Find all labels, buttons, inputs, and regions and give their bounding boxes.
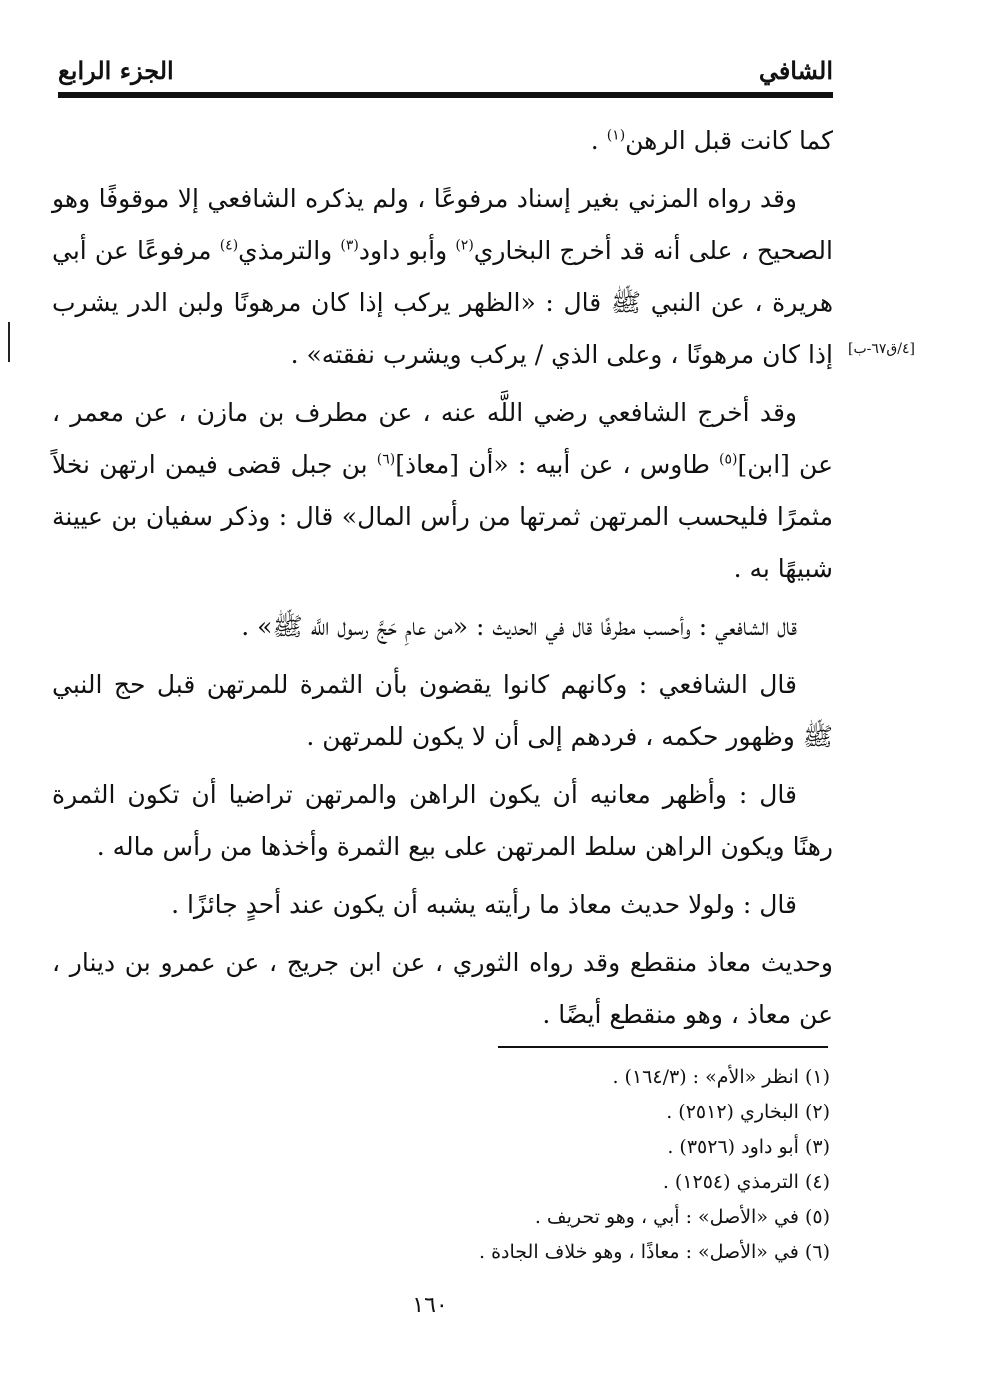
paragraph-2-text-a: وقد رواه المزني بغير إسناد مرفوعًا ، ولم يذكره الشافعي إلا موقوفًا وهو الصحيح ، على أنه قد أخرج البخاري [52, 184, 833, 265]
paragraph-4: قال الشافعي : وأحسب مطرفًا قال في الحديث : «من عامِ حَجَّ رسول اللَّه ﷺ» . [241, 612, 797, 641]
footnote-ref-4[interactable]: (٤) [219, 237, 239, 254]
paragraph-8: وحديث معاذ منقطع وقد رواه الثوري ، عن ابن جريج ، عن عمرو بن دينار ، عن معاذ ، وهو منقطع أيضًا . [52, 948, 833, 1029]
header-rule [58, 92, 833, 98]
paragraph-1 [52, 115, 833, 167]
paragraph-2 [52, 173, 833, 381]
footnote-6: (٦) في «الأصل» : معاذًا ، وهو خلاف الجادة . [479, 1241, 830, 1263]
paragraph-3-text-b: طاوس ، عن أبيه : «أن [معاذ] [395, 450, 719, 479]
manuscript-folio-marker: [٤/ق٦٧-ب] [848, 341, 916, 357]
footnotes [300, 1060, 830, 1270]
paragraph-3-text-a: وقد أخرج الشافعي رضي اللَّه عنه ، عن مطرف بن مازن ، عن معمر ، عن [ابن] [52, 398, 834, 479]
footnote-ref-2[interactable]: (٢) [455, 237, 474, 254]
footnote-separator [498, 1046, 828, 1048]
volume-title: الجزء الرابع [58, 56, 174, 85]
footnote-5: (٥) في «الأصل» : أبي ، وهو تحريف . [534, 1206, 830, 1228]
paragraph-2-text-c: والترمذي [238, 236, 341, 265]
paragraph-1-end: . [590, 126, 607, 155]
paragraph-5: قال الشافعي : وكانهم كانوا يقضون بأن الثمرة للمرتهن قبل حج النبي ﷺ وظهور حكمه ، فردهم إلى أن لا يكون للمرتهن . [52, 670, 833, 751]
paragraph-3 [52, 387, 833, 595]
footnote-1: (١) انظر «الأم» : (١٦٤/٣) . [612, 1066, 830, 1088]
footnote-2: (٢) البخاري (٢٥١٢) . [666, 1101, 830, 1123]
footnote-ref-3[interactable]: (٣) [340, 237, 359, 254]
running-header [58, 52, 833, 90]
page-number: ١٦٠ [412, 1293, 448, 1318]
paragraph-1-text: كما كانت قبل الرهن [625, 126, 833, 155]
paragraph-2-text-d: مرفوعًا عن أبي هريرة ، عن النبي ﷺ قال : «الظهر يركب إذا كان مرهونًا ولبن الدر يشرب إذا كان مرهونًا ، وعلى الذي / يركب ويشرب نفقته» . [52, 236, 833, 369]
footnote-3: (٣) أبو داود (٣٥٢٦) . [667, 1136, 830, 1158]
footnote-ref-6[interactable]: (٦) [376, 451, 396, 468]
margin-mark-line [8, 322, 10, 362]
paragraph-7: قال : ولولا حديث معاذ ما رأيته يشبه أن يكون عند أحدٍ جائزًا . [171, 890, 797, 919]
main-text [52, 115, 833, 1047]
paragraph-6: قال : وأظهر معانيه أن يكون الراهن والمرتهن تراضيا أن تكون الثمرة رهنًا ويكون الراهن سلط المرتهن على بيع الثمرة وأخذها من رأس ماله . [52, 780, 833, 861]
footnote-ref-1[interactable]: (١) [606, 127, 626, 144]
paragraph-2-text-b: وأبو داود [358, 236, 456, 265]
footnote-ref-5[interactable]: (٥) [719, 451, 738, 468]
book-title: الشافي [758, 56, 833, 85]
paragraph-3-text-c: بن جبل قضى فيمن ارتهن نخلاً مثمرًا فليحسب المرتهن ثمرتها من رأس المال» قال : وذكر سفيان بن عيينة شبيهًا به . [52, 450, 833, 583]
footnote-4: (٤) الترمذي (١٢٥٤) . [662, 1171, 830, 1193]
